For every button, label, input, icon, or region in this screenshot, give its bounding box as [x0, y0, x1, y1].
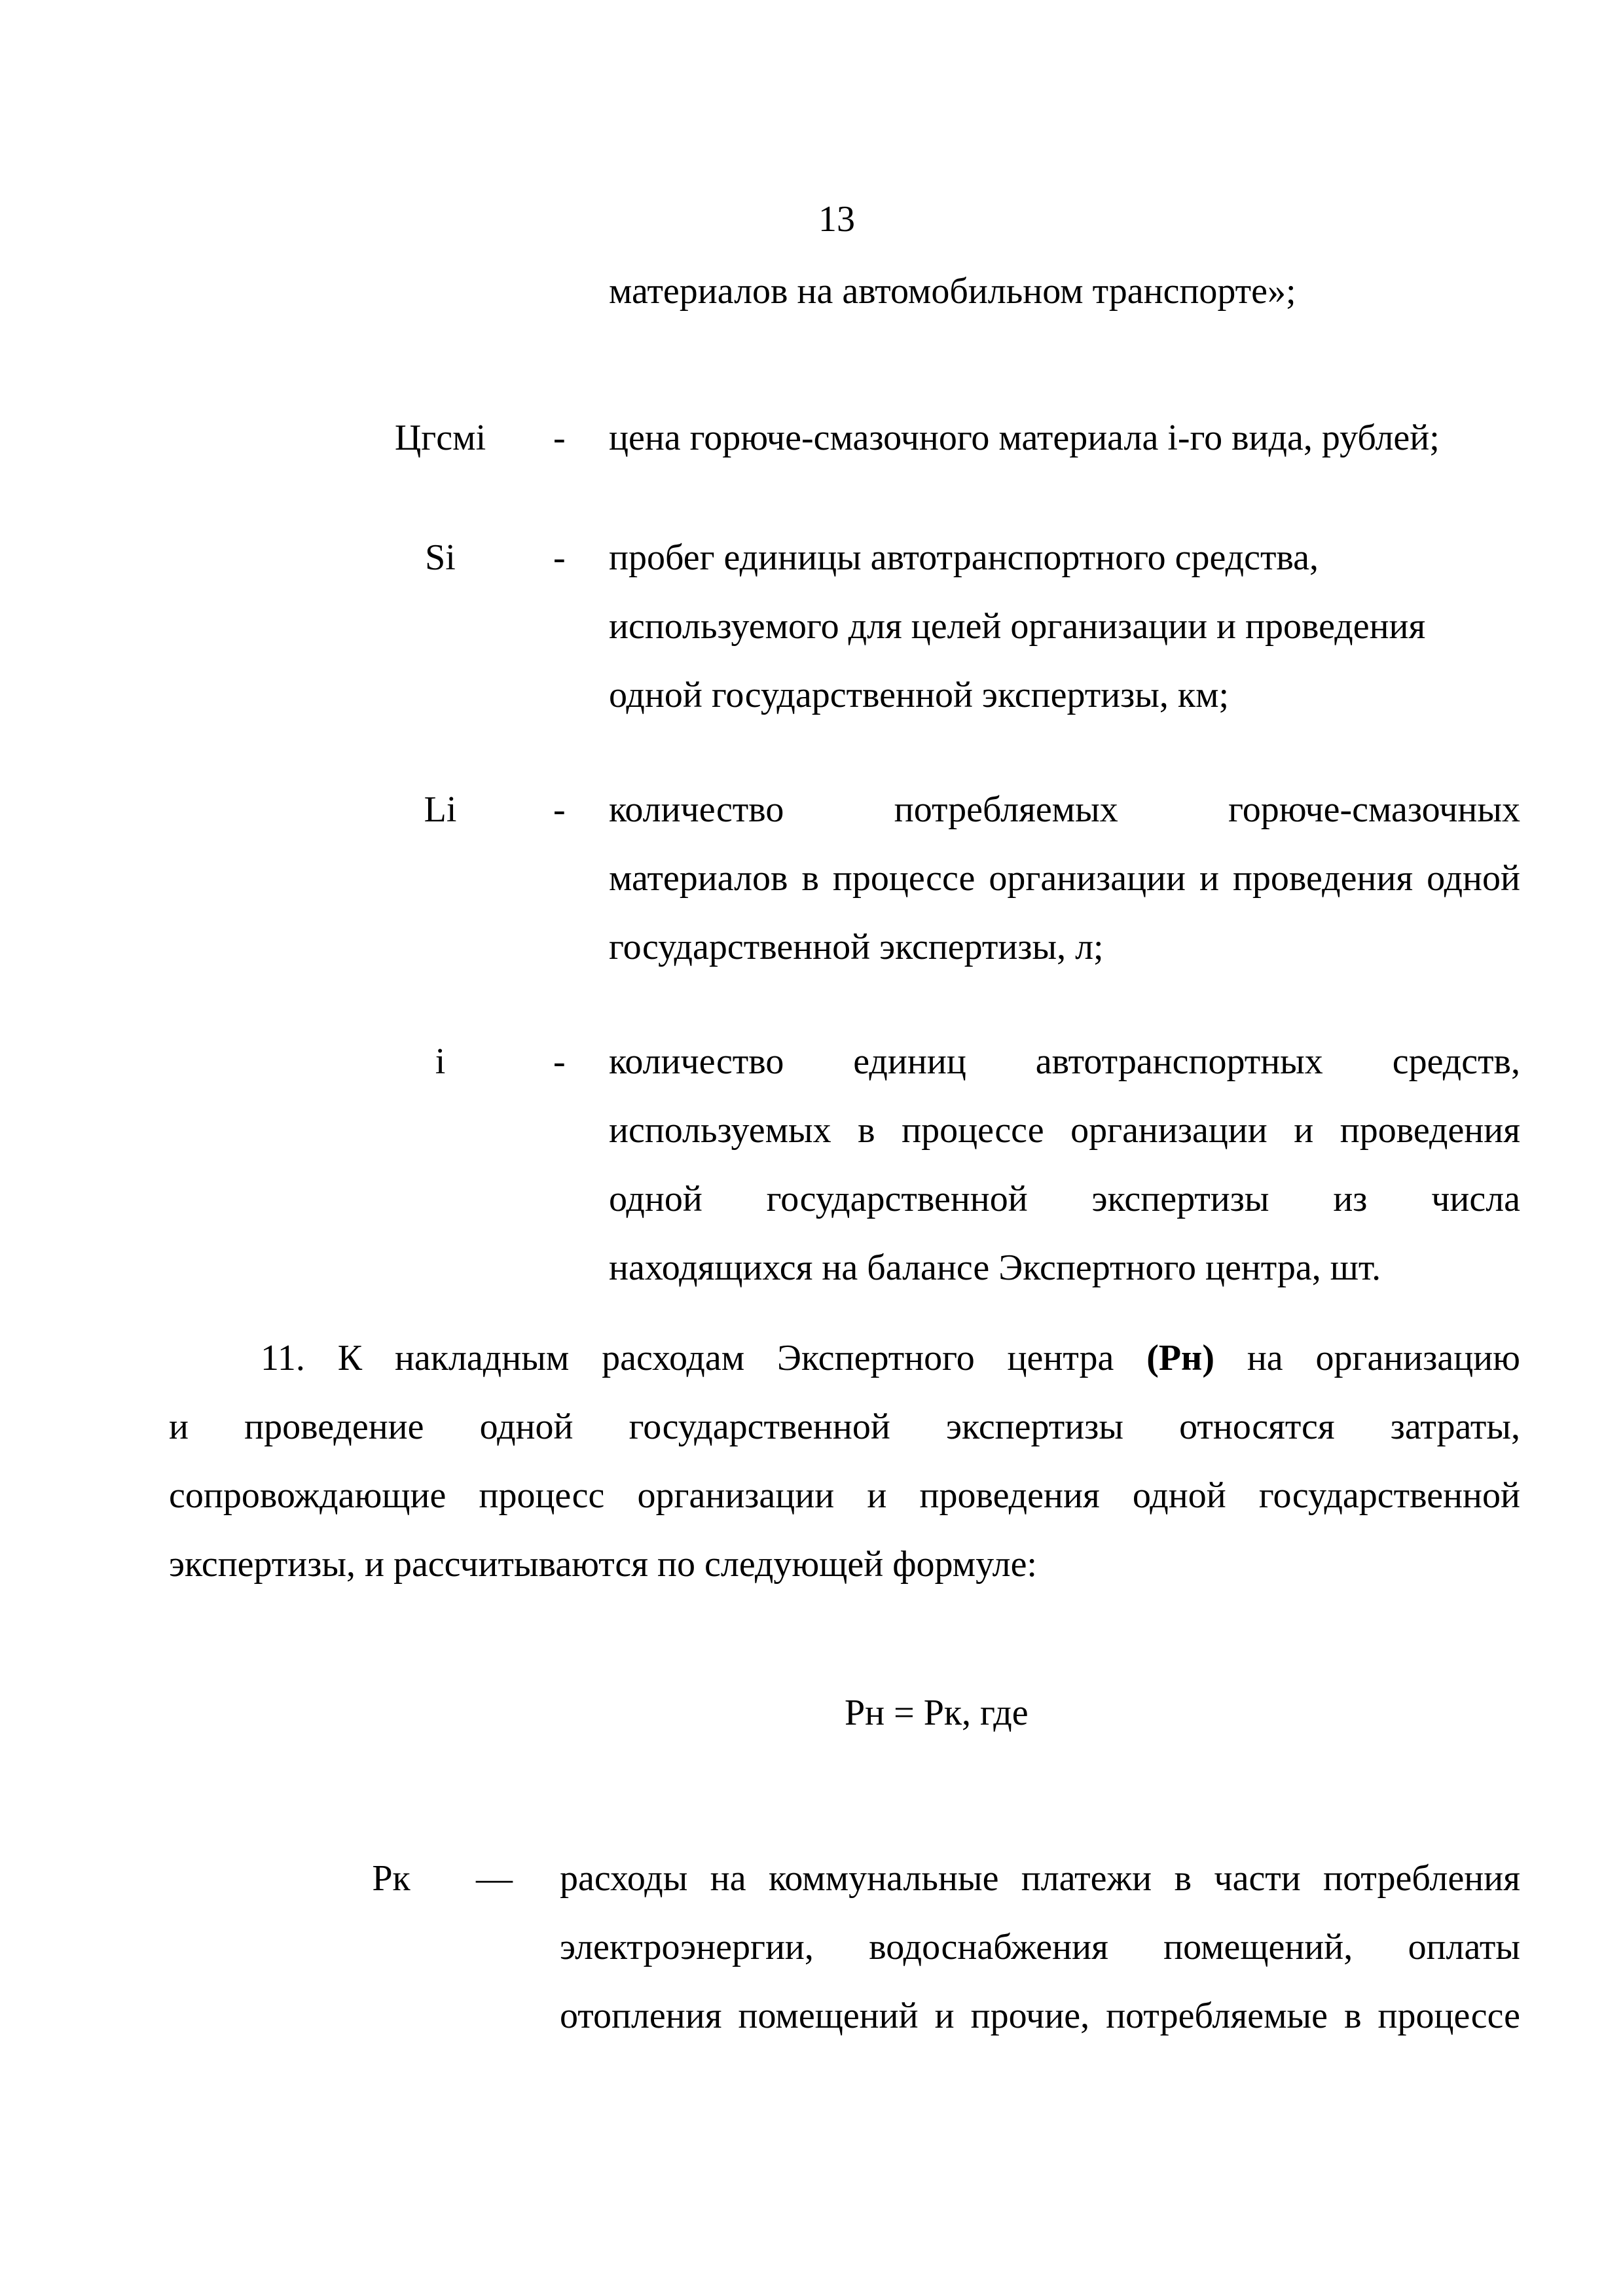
definition-line: цена горюче-смазочного материала i-го вида, рублей;	[609, 418, 1440, 458]
definition-term-cgsmi: Цгсмi	[394, 418, 486, 458]
definition-term-i: i	[435, 1041, 446, 1082]
paragraph-11-rn-bold: (Рн)	[1146, 1338, 1214, 1378]
definition-line: одной государственной экспертизы из числа	[609, 1179, 1520, 1219]
definition-line: используемого для целей организации и проведения	[609, 606, 1426, 647]
formula-line: Рн = Рк, где	[845, 1693, 1029, 1733]
definition-dash: -	[553, 789, 566, 830]
paragraph-11-line-2: и проведение одной государственной экспертизы относятся затраты,	[169, 1407, 1520, 1447]
continuation-line: материалов на автомобильном транспорте»;	[609, 271, 1296, 312]
definition-line: материалов в процессе организации и проведения одной	[609, 858, 1520, 899]
paragraph-11-line-1	[169, 1336, 1520, 1380]
definition-dash: -	[553, 537, 566, 578]
definition-line: количество единиц автотранспортных средств,	[609, 1041, 1520, 1082]
paragraph-11-line-4: экспертизы, и рассчитываются по следующей формуле:	[169, 1544, 1037, 1585]
definition-line: электроэнергии, водоснабжения помещений, оплаты	[560, 1927, 1520, 1967]
definition-line: расходы на коммунальные платежи в части потребления	[560, 1858, 1520, 1899]
definition-line: отопления помещений и прочие, потребляемые в процессе	[560, 1996, 1520, 2036]
definition-line: одной государственной экспертизы, км;	[609, 675, 1230, 715]
definition-line: количество потребляемых горюче-смазочных	[609, 789, 1520, 830]
definition-dash: -	[553, 1041, 566, 1082]
definition-term-rk: Рк	[372, 1858, 410, 1899]
definition-term-si: Si	[425, 537, 456, 578]
definition-line: государственной экспертизы, л;	[609, 927, 1104, 967]
definition-term-li: Li	[424, 789, 457, 830]
page-number: 13	[818, 199, 855, 240]
paragraph-11-line-1-pre: 11. К накладным расходам Экспертного центра	[261, 1338, 1147, 1378]
definition-dash: -	[553, 418, 566, 458]
paragraph-11-line-3: сопровождающие процесс организации и проведения одной государственной	[169, 1475, 1520, 1516]
definition-line: находящихся на балансе Экспертного центра, шт.	[609, 1247, 1381, 1288]
paragraph-11-line-1-post: на организацию	[1214, 1338, 1520, 1378]
definition-line: пробег единицы автотранспортного средства,	[609, 537, 1319, 578]
definition-line: используемых в процессе организации и проведения	[609, 1110, 1520, 1151]
definition-dash: —	[476, 1858, 513, 1899]
